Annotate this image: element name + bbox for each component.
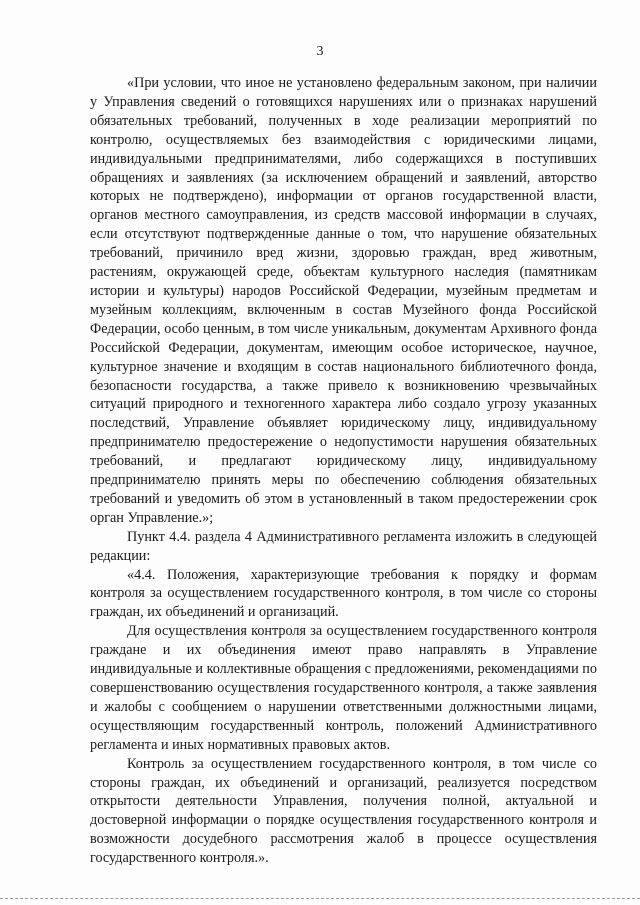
paragraph-amendment-4-4: Пункт 4.4. раздела 4 Административного регламента изложить в следующей редакции: <box>90 528 597 564</box>
page-number: 3 <box>316 44 324 59</box>
paragraph-warning-clause: «При условии, что иное не установлено федеральным законом, при наличии у Управления сведений о готовящихся нарушениях или о признаках нарушений обязательных требований, полученных в ходе реализации мероприятий по контролю, осуществляемых без взаимодействия с юридическими лицами, индивидуальными предпринимателями, либо содержащихся в поступивших обращениях и заявлениях (за исключением обращений и заявлений, авторство которых не подтверждено), информации от органов государственной власти, органов местного самоуправления, из средств массовой информации в случаях, если отсутствуют подтвержденные данные о том, что нарушение обязательных требований, причинило вред жизни, здоровью граждан, вред животным, растениям, окружающей среде, объектам культурного наследия (памятникам истории и культуры) народов Российской Федерации, музейным предметам и музейным коллекциям, включенным в состав Музейного фонда Российской Федерации, особо ценным, в том числе уникальным, документам Архивного фонда Российской Федерации, документам, имеющим особое историческое, научное, культурное значение и входящим в состав национального библиотечного фонда, безопасности государства, а также привело к возникновению чрезвычайных ситуаций природного и техногенного характера либо создало угрозу указанных последствий, Управление объявляет юридическому лицу, индивидуальному предпринимателю предостережение о недопустимости нарушения обязательных требований, и предлагают юридическому лицу, индивидуальному предпринимателю принять меры по обеспечению соблюдения обязательных требований и уведомить об этом в установленный в таком предостережении срок орган Управление.»; <box>90 75 597 526</box>
document-body <box>90 74 597 868</box>
paragraph-citizens-rights: Для осуществления контроля за осуществлением государственного контроля граждане и их объединения имеют право направлять в Управление индивидуальные и коллективные обращения с предложениями, рекомендациями по совершенствованию осуществления государственного контроля, а также заявления и жалобы с сообщением о нарушении ответственными должностными лицами, осуществляющим государственный контроль, положений Административного регламента и иных нормативных правовых актов. <box>90 623 597 753</box>
paragraph-control-transparency: Контроль за осуществлением государственного контроля, в том числе со стороны граждан, их объединений и организаций, реализуется посредством открытости деятельности Управления, получения полной, актуальной и достоверной информации о порядке осуществления государственного контроля и возможности досудебного рассмотрения жалоб в процессе осуществления государственного контроля.». <box>90 755 597 867</box>
scan-bottom-edge <box>0 898 640 899</box>
paragraph-section-4-4-heading: «4.4. Положения, характеризующие требования к порядку и формам контроля за осуществлением государственного контроля, в том числе со стороны граждан, их объединений и организаций. <box>90 566 597 621</box>
